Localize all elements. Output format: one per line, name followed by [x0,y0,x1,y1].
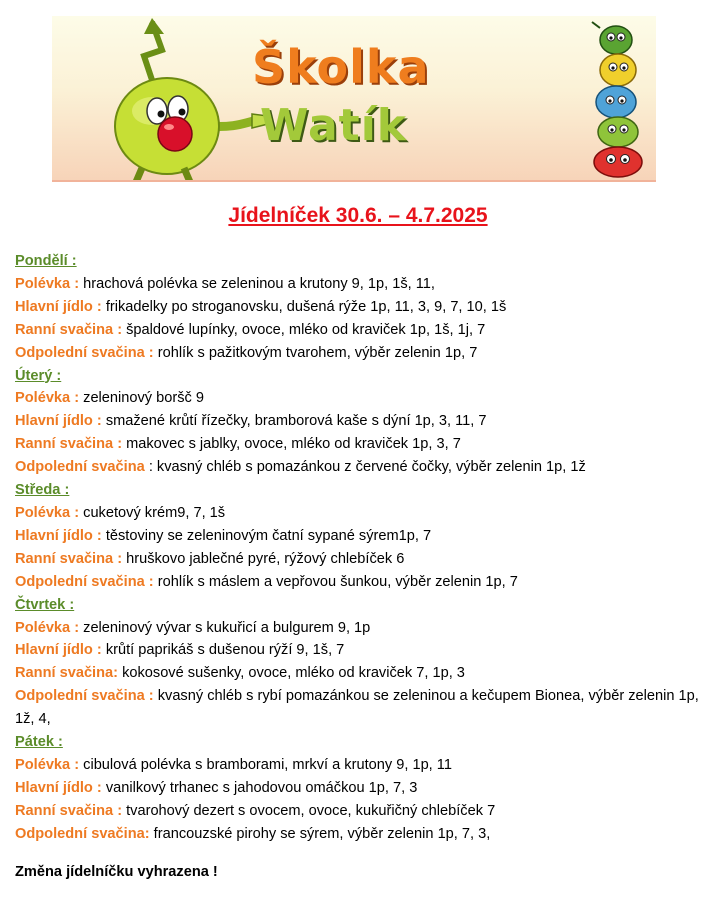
day-heading [15,365,711,388]
meal-label: Polévka : [15,275,80,292]
logo-title-line2: Watík [260,100,408,151]
day-label: Úterý : [15,367,62,384]
meal-label: Ranní svačina : [15,436,123,453]
meal-label: Polévka : [15,504,80,521]
meal-text: cibulová polévka s bramborami, mrkví a krutony 9, 1p, 11 [79,756,452,773]
meal-text: smažené krůtí řízečky, bramborová kaše s dýní 1p, 3, 11, 7 [101,413,487,430]
meal-line [15,662,711,685]
day-heading [15,731,711,754]
meal-line [15,685,711,731]
meal-label: Odpolední svačina: [15,825,150,842]
meal-label: Polévka : [15,390,80,407]
stacked-germs-mascots-icon [582,18,654,180]
day-heading [15,594,711,617]
meal-text: hrachová polévka se zeleninou a krutony 9, 1p, 1š, 11, [79,275,435,292]
meal-line [15,617,711,640]
meal-text: : kvasný chléb s pomazánkou z červené čočky, výběr zelenin 1p, 1ž [148,459,586,476]
meal-label: Hlavní jídlo : [15,527,102,544]
meal-line [15,800,711,823]
day-heading [15,250,711,273]
meal-text: kokosové sušenky, ovoce, mléko od kraviček 7, 1p, 3 [118,665,465,682]
meal-label: Ranní svačina: [15,665,119,682]
meal-text: krůtí paprikáš s dušenou rýží 9, 1š, 7 [101,642,345,659]
day-label: Pátek : [15,734,63,751]
meal-text: kvasný chléb s rybí pomazánkou se zeleninou a kečupem Bionea, výběr zelenin 1p, 1ž, 4, [15,688,699,728]
watik-mascot-pointing-icon [72,16,272,182]
meal-label: Hlavní jídlo : [15,779,102,796]
meal-label: Ranní svačina : [15,550,123,567]
weekly-menu [15,250,711,846]
header-banner [52,16,656,182]
meal-line [15,823,711,846]
meal-line [15,387,711,410]
meal-text: frikadelky po stroganovsku, dušená rýže 1p, 11, 3, 9, 7, 10, 1š [101,298,507,315]
meal-line [15,548,711,571]
meal-line [15,433,711,456]
menu-title: Jídelníček 30.6. – 4.7.2025 [228,204,488,227]
meal-text: zeleninový vývar s kukuřicí a bulgurem 9, 1p [79,619,371,636]
meal-text: těstoviny se zeleninovým čatní sypané sýrem1p, 7 [101,527,432,544]
meal-line [15,754,711,777]
meal-label: Polévka : [15,619,80,636]
meal-label: Hlavní jídlo : [15,642,102,659]
meal-text: tvarohový dezert s ovocem, ovoce, kukuřičný chlebíček 7 [122,802,496,819]
meal-line [15,273,711,296]
meal-text: makovec s jablky, ovoce, mléko od kraviček 1p, 3, 7 [122,436,461,453]
meal-label: Hlavní jídlo : [15,298,102,315]
meal-line [15,456,711,479]
meal-text: vanilkový trhanec s jahodovou omáčkou 1p, 7, 3 [101,779,418,796]
day-label: Pondělí : [15,253,77,269]
day-label: Čtvrtek : [15,596,75,613]
meal-text: špaldové lupínky, ovoce, mléko od kraviček 1p, 1š, 1j, 7 [122,321,486,338]
meal-label: Ranní svačina : [15,802,123,819]
meal-text: rohlík s pažitkovým tvarohem, výběr zelenin 1p, 7 [153,344,478,361]
meal-text: rohlík s máslem a vepřovou šunkou, výběr zelenin 1p, 7 [153,573,518,590]
meal-line [15,296,711,319]
meal-label: Hlavní jídlo : [15,413,102,430]
meal-text: cuketový krém9, 7, 1š [79,504,226,521]
day-label: Středa : [15,482,70,499]
meal-label: Odpolední svačina : [15,344,154,361]
meal-line [15,319,711,342]
meal-line [15,502,711,525]
meal-line [15,571,711,594]
meal-text: hruškovo jablečné pyré, rýžový chlebíček 6 [122,550,405,567]
meal-label: Odpolední svačina : [15,688,154,705]
meal-label: Ranní svačina : [15,321,123,338]
meal-line [15,342,711,365]
meal-text: francouzské pirohy se sýrem, výběr zelenin 1p, 7, 3, [149,825,491,842]
logo-title-line1: Školka [252,40,430,94]
banner-divider [52,180,656,182]
meal-line [15,410,711,433]
meal-line [15,525,711,548]
day-heading [15,479,711,502]
meal-label: Odpolední svačina : [15,573,154,590]
meal-text: zeleninový boršč 9 [79,390,205,407]
meal-label: Polévka : [15,756,80,773]
meal-line [15,777,711,800]
meal-line [15,639,711,662]
meal-label: Odpolední svačina [15,459,149,476]
footer-note: Změna jídelníčku vyhrazena ! [15,864,218,880]
